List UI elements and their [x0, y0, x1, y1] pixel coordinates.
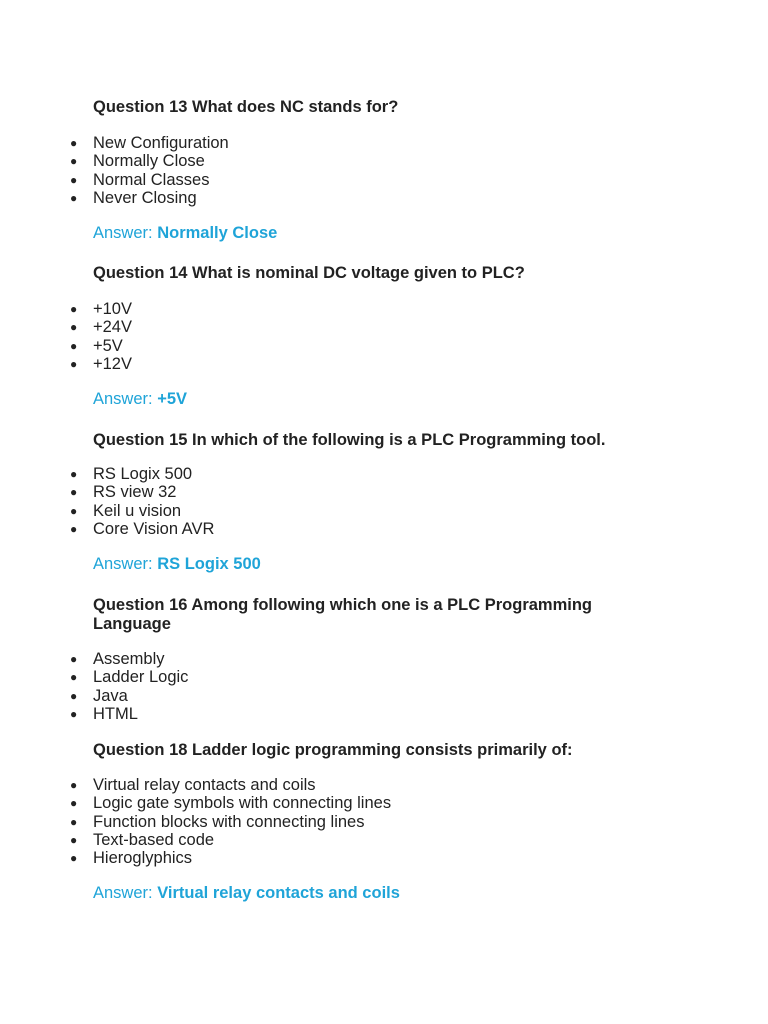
question-15-title: Question 15 In which of the following is a PLC Programming tool.	[93, 431, 606, 449]
answer-value: +5V	[157, 390, 188, 408]
answer-label: Answer:	[93, 224, 153, 242]
question-15-options	[70, 465, 693, 538]
bullet-icon: ●	[70, 338, 78, 353]
bullet-icon: ●	[70, 172, 78, 187]
list-item: ● Text-based code	[70, 830, 215, 849]
bullet-icon: ●	[70, 154, 78, 169]
bullet-icon: ●	[70, 832, 78, 847]
question-18-answer	[93, 884, 693, 903]
bullet-icon: ●	[70, 652, 78, 666]
bullet-icon: ●	[70, 503, 78, 518]
list-item: ● +5V	[70, 336, 123, 355]
answer-label: Answer:	[93, 884, 153, 902]
list-item: ● Normal Classes	[70, 170, 210, 189]
question-16-title-line2: Language	[93, 615, 171, 633]
list-item: ● Function blocks with connecting lines	[70, 812, 365, 831]
bullet-icon: ●	[70, 467, 78, 481]
bullet-icon: ●	[70, 851, 78, 866]
question-13-options	[70, 134, 693, 207]
bullet-icon: ●	[70, 190, 78, 205]
list-item: ● RS Logix 500	[70, 465, 193, 483]
bullet-icon: ●	[70, 814, 78, 829]
answer-label: Answer:	[93, 390, 153, 408]
bullet-icon: ●	[70, 136, 78, 150]
bullet-icon: ●	[70, 320, 78, 335]
question-16-options	[70, 650, 693, 723]
question-14-answer	[93, 390, 693, 409]
question-18-options	[70, 776, 693, 868]
list-item: ● HTML	[70, 704, 138, 723]
list-item: ● Virtual relay contacts and coils	[70, 776, 316, 794]
bullet-icon: ●	[70, 778, 78, 792]
question-15-answer	[93, 555, 693, 574]
list-item: ● +10V	[70, 300, 132, 318]
list-item: ● Keil u vision	[70, 501, 182, 520]
list-item: ● Core Vision AVR	[70, 519, 215, 538]
list-item: ● Java	[70, 686, 128, 705]
question-14-options	[70, 300, 693, 373]
bullet-icon: ●	[70, 670, 78, 685]
answer-value: Normally Close	[157, 224, 278, 242]
list-item: ● Hieroglyphics	[70, 849, 193, 868]
list-item: ● +24V	[70, 318, 132, 337]
answer-value: RS Logix 500	[157, 555, 261, 573]
list-item: ● Logic gate symbols with connecting lines	[70, 794, 392, 813]
answer-label: Answer:	[93, 555, 153, 573]
bullet-icon: ●	[70, 356, 78, 371]
answer-value: Virtual relay contacts and coils	[157, 884, 400, 902]
list-item: ● Normally Close	[70, 152, 205, 171]
question-18-title: Question 18 Ladder logic programming consists primarily of:	[93, 741, 573, 759]
bullet-icon: ●	[70, 521, 78, 536]
bullet-icon: ●	[70, 302, 78, 316]
list-item: ● +12V	[70, 354, 132, 373]
list-item: ● RS view 32	[70, 483, 177, 502]
list-item: ● Ladder Logic	[70, 668, 189, 687]
bullet-icon: ●	[70, 688, 78, 703]
bullet-icon: ●	[70, 706, 78, 721]
list-item: ● New Configuration	[70, 134, 229, 152]
list-item: ● Assembly	[70, 650, 165, 668]
bullet-icon: ●	[70, 485, 78, 500]
question-14-title: Question 14 What is nominal DC voltage given to PLC?	[93, 264, 525, 282]
question-13-answer	[93, 224, 693, 243]
list-item: ● Never Closing	[70, 188, 197, 207]
question-13-title: Question 13 What does NC stands for?	[93, 98, 399, 116]
question-16-title	[93, 596, 693, 634]
bullet-icon: ●	[70, 796, 78, 811]
question-16-title-line1: Question 16 Among following which one is a PLC Programming	[93, 596, 593, 614]
